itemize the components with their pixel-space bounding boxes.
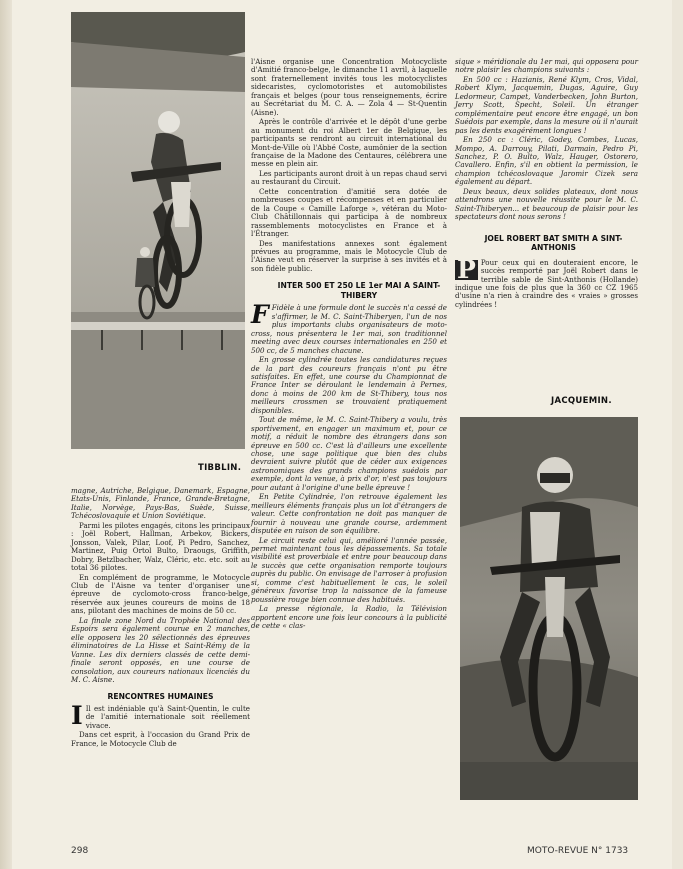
caption-tibblin: TIBBLIN.	[198, 463, 242, 473]
dropcap-p: P	[457, 254, 476, 284]
photo-tibblin-image	[71, 12, 245, 449]
text-controle: Après le contrôle d'arrivée et le dépôt d'une gerbe au monument du roi Albert 1er de Belgique, les participants se rendront au circuit international du Mont-de-Ville où l'Abbé Coste, aumônier de la section française de la Madone des Centaures, célébrera une messe en plein air.	[251, 117, 447, 169]
caption-jacquemin: JACQUEMIN.	[551, 396, 612, 406]
text-concentration: l'Aisne organise une Concentration Motocycliste d'Amitié franco-belge, le dimanche 11 avril, à laquelle sont fraternellement invités tous les motocyclistes sidecaristes, cyclomotoristes et automobilistes français et belges (pour tous renseignements, écrire au Secrétariat du M. C. A. — Zola 4 — St-Quentin (Aisne).	[251, 57, 447, 117]
heading-joel-robert: JOEL ROBERT BAT SMITH A SINT-ANTHONIS	[484, 233, 623, 253]
text-250cc: En 250 cc : Cléric, Godey, Combes, Lucas, Mompo, A. Darrouy, Pilati, Darmain, Pedro Pi, Sanchez, P. O. Bulto, Walz, Hauger, Ostorero, Cavallero. Enfin, s'il en obtient la permission, le champion tchécoslovaque Jaromir Cizek sera également au départ.	[455, 135, 638, 187]
magazine-issue: MOTO-REVUE N° 1733	[527, 846, 629, 856]
column-1	[71, 487, 250, 749]
text-rencontres-1: I Il est indéniable qu'à Saint-Quentin, le culte de l'amitié internationale soit réellement vivace.	[71, 700, 250, 730]
text-plateaux: Deux beaux, deux solides plateaux, dont nous attendrons une nouvelle réussite pour le M. C. Saint-Thiberyen... et beaucoup de plaisir pour les spectateurs dont nous serons !	[455, 186, 638, 222]
photo-jacquemin	[460, 417, 638, 800]
text-sint-anthonis: P Pour ceux qui en douteraient encore, le succès remporté par Joël Robert dans le terrible sable de Sint-Anthonis (Hollande) indique une fois de plus que la 360 cc CZ 1965 d'usine n'a rien à craindre des « vraies » grosses cylindrées !	[455, 254, 638, 309]
text-circuit: Le circuit reste celui qui, amélioré l'année passée, permet maintenant tous les dépassements. Sa totale visibilité est proverbiale et entre pour beaucoup dans le succès que cette organisation remporte toujours auprès du public. On envisage de l'arroser à profusion si, comme c'est habituellement le cas, le soleil généreux favorise trop la naissance de la fameuse poussière rouge bien connue des habitués.	[251, 535, 448, 604]
text-presse: La presse régionale, la Radio, la Télévision apportent encore une fois leur concours à la publicité de cette « clas-	[251, 604, 447, 631]
text-pilots: Parmi les pilotes engagés, citons les principaux : Joël Robert, Hallman, Arbekov, Bickers, Jonsson, Valek, Pilar, Loof, Pi Pedro, Sanchez, Martinez, Puig Ortol Bulto, Draougs, Griffith, Dobry, Betzlbacher, Walz, Cléric, etc. etc. soit au total 36 pilotes.	[71, 520, 250, 573]
column-2	[251, 58, 447, 632]
text-petite: En Petite Cylindrée, l'on retrouve également les meilleurs éléments français plus un lot d'étrangers de valeur. Cette confrontation ne doit pas manquer de fournir à nouveau une grande course, ardemment disputée en raison de son équilibre.	[251, 492, 447, 536]
text-500cc: En 500 cc : Hazianis, René Klym, Cros, Vidal, Robert Klym, Jacquemin, Dugas, Aguire, Guy Ledormeur, Campet, Vanderbecken, John Burton, Jerry Scott, Specht, Soleil. Un étranger complémentaire peut encore être engagé, un bon Suédois par exemple, dans la mesure où il n'aurait pas les dents exagérément longues !	[455, 74, 638, 135]
dropcap-f: F	[251, 300, 269, 330]
photo-tibblin	[71, 12, 245, 449]
text-cyclomoto: En complément de programme, le Motocycle Club de l'Aisne va tenter d'organiser une épreuve de cyclomoto-cross franco-belge, réservée aux jeunes coureurs de moins de 18 ans, pilotant des machines de moins de 50 cc.	[71, 572, 250, 616]
text-classique: sique » méridionale du 1er mai, qui opposera pour notre plaisir les champions suivants :	[455, 57, 638, 75]
dropcap-i: I	[71, 700, 83, 730]
photo-jacquemin-image	[460, 417, 638, 800]
page-number: 298	[71, 846, 89, 856]
text-repas: Les participants auront droit à un repas chaud servi au restaurant du Circuit.	[251, 168, 447, 187]
text-annexes: Des manifestations annexes sont également prévues au programme, mais le Motocycle Club de l'Aisne veut en réserver la surprise à ses invités et à son fidèle public.	[251, 238, 447, 273]
text-countries: magne, Autriche, Belgique, Danemark, Espagne, Etats-Unis, Finlande, France, Grande-Bretagne, Italie, Norvège, Pays-Bas, Suède, Suisse, Tchécoslovaquie et Union Soviétique.	[71, 486, 250, 521]
heading-inter: INTER 500 ET 250 LE 1er MAI A SAINT-THIBERY	[277, 281, 441, 300]
heading-rencontres: RENCONTRES HUMAINES	[107, 692, 214, 702]
text-fidele: F Fidèle à une formule dont le succès n'a cessé de s'affirmer, le M. C. Saint-Thiberyen, l'un de nos plus importants clubs organisateurs de moto-cross, nous présentera le 1er mai, son traditionnel meeting avec deux courses internationales en 250 et 500 cc, de 5 manches chacune.	[251, 300, 447, 355]
text-rencontres-2: Dans cet esprit, à l'occasion du Grand Prix de France, le Motocycle Club de	[71, 730, 250, 748]
text-tout-de-meme: Tout de même, le M. C. Saint-Thibery a voulu, très sportivement, en engager un maximum et, pour ce motif, a réduit le nombre des étrangers dans son épreuve en 500 cc. C'est là d'ailleurs une excellente chose, une sage politique que bien des clubs devraient suivre plutôt que de céder aux exigences astronomiques des grands champions suédois par exemple, dont la venue, à prix d'or, n'est pas toujours pour autant à l'origine d'une belle épreuve !	[251, 415, 447, 492]
column-3	[455, 58, 638, 310]
text-trophee: La finale zone Nord du Trophée National des Espoirs sera également courue en 2 manches, elle opposera les 20 sélectionnés des épreuves éliminatoires de La Hisse et Saint-Rémy de la Vanne. Les dix derniers classés de cette demi-finale seront opposés, en une course de consolation, aux coureurs nationaux licenciés du M. C. Aisne.	[71, 615, 250, 684]
text-coupes: Cette concentration d'amitié sera dotée de nombreuses coupes et récompenses et en particulier de la Coupe « Camille Laforge », vétéran du Moto-Club Châtillonnais qui participa à de nombreux rassemblements motocyclistes en France et à l'Étranger.	[251, 186, 447, 239]
text-grosse: En grosse cylindrée toutes les candidatures reçues de la part des coureurs français n'ont pu être satisfaites. En effet, une course du Championnat de France Inter se déroulant le lendemain à Pernes, donc à moins de 200 km de St-Thibery, tous nos meilleurs crossmen se trouvaient pratiquement disponibles.	[251, 355, 447, 415]
